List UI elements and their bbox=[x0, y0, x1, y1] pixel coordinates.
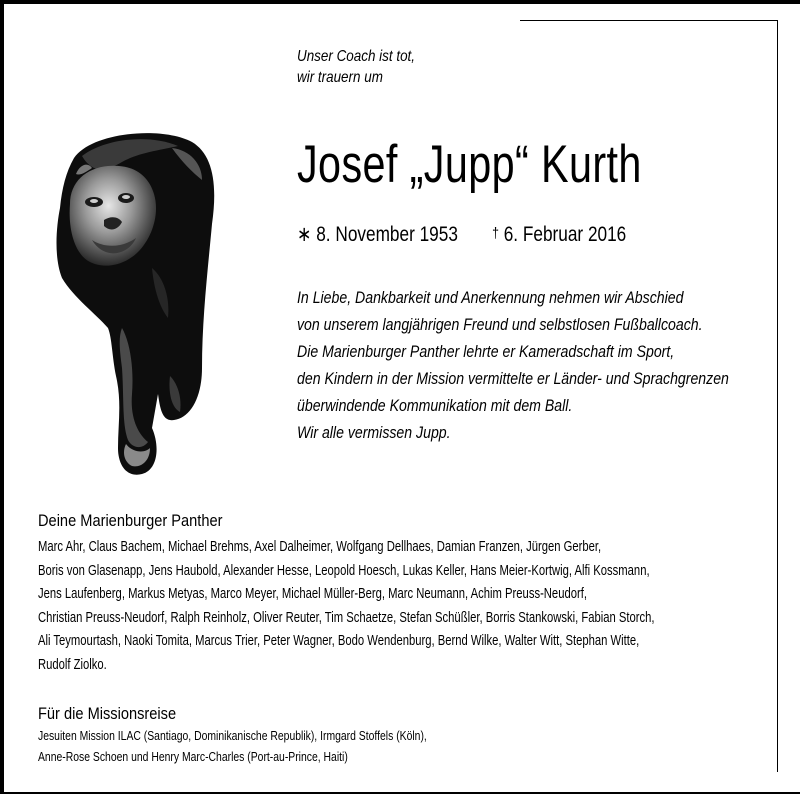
names-line: Boris von Glasenapp, Jens Haubold, Alexander Hesse, Leopold Hoesch, Lukas Keller, Hans Meier-Kortwig, Alfi Kossmann, bbox=[38, 561, 650, 579]
names-line: Christian Preuss-Neudorf, Ralph Reinholz, Oliver Reuter, Tim Schaetze, Stefan Schüßler, Borris Stankowski, Fabian Storch, bbox=[38, 608, 655, 626]
death-date: 6. Februar 2016 bbox=[503, 223, 627, 246]
panther-group-title: Deine Marienburger Panther bbox=[38, 511, 223, 530]
inner-rule-right bbox=[777, 20, 778, 772]
inner-rule-top bbox=[520, 20, 778, 21]
death-cross-icon: † bbox=[492, 225, 499, 242]
life-dates bbox=[297, 221, 626, 251]
panther-sculpture-photo bbox=[52, 128, 227, 480]
mission-names bbox=[38, 725, 427, 767]
names-line: Rudolf Ziolko. bbox=[38, 655, 107, 673]
names-line: Ali Teymourtash, Naoki Tomita, Marcus Trier, Peter Wagner, Bodo Wendenburg, Bernd Wilke, Walter Witt, Stephan Witte, bbox=[38, 632, 640, 649]
tribute-line: von unserem langjährigen Freund und selbstlosen Fußballcoach. bbox=[297, 315, 703, 334]
intro-line-2: wir trauern um bbox=[297, 69, 383, 86]
intro-line-1: Unser Coach ist tot, bbox=[297, 48, 416, 65]
birth-star-icon: ∗ bbox=[297, 223, 312, 246]
names-line: Jesuiten Mission ILAC (Santiago, Dominikanische Republik), Irmgard Stoffels (Köln), bbox=[38, 728, 427, 743]
birth-date: 8. November 1953 bbox=[316, 223, 458, 246]
tribute-line: In Liebe, Dankbarkeit und Anerkennung nehmen wir Abschied bbox=[297, 288, 684, 307]
tribute-line: den Kindern in der Mission vermittelte er Länder- und Sprachgrenzen bbox=[297, 369, 729, 388]
names-line: Anne-Rose Schoen und Henry Marc-Charles (Port-au-Prince, Haiti) bbox=[38, 749, 348, 764]
tribute-line: Wir alle vermissen Jupp. bbox=[297, 423, 451, 442]
intro-text bbox=[297, 46, 415, 88]
panther-names bbox=[38, 535, 655, 676]
tribute-text bbox=[297, 284, 729, 446]
mission-group-title: Für die Missionsreise bbox=[38, 704, 177, 723]
tribute-line: überwindende Kommunikation mit dem Ball. bbox=[297, 396, 573, 415]
names-line: Jens Laufenberg, Markus Metyas, Marco Meyer, Michael Müller-Berg, Marc Neumann, Achim Preuss-Neudorf, bbox=[38, 585, 587, 602]
tribute-line: Die Marienburger Panther lehrte er Kameradschaft im Sport, bbox=[297, 342, 675, 361]
deceased-name: Josef „Jupp“ Kurth bbox=[297, 135, 642, 194]
names-line: Marc Ahr, Claus Bachem, Michael Brehms, Axel Dalheimer, Wolfgang Dellhaes, Damian Franzen, Jürgen Gerber, bbox=[38, 538, 602, 555]
